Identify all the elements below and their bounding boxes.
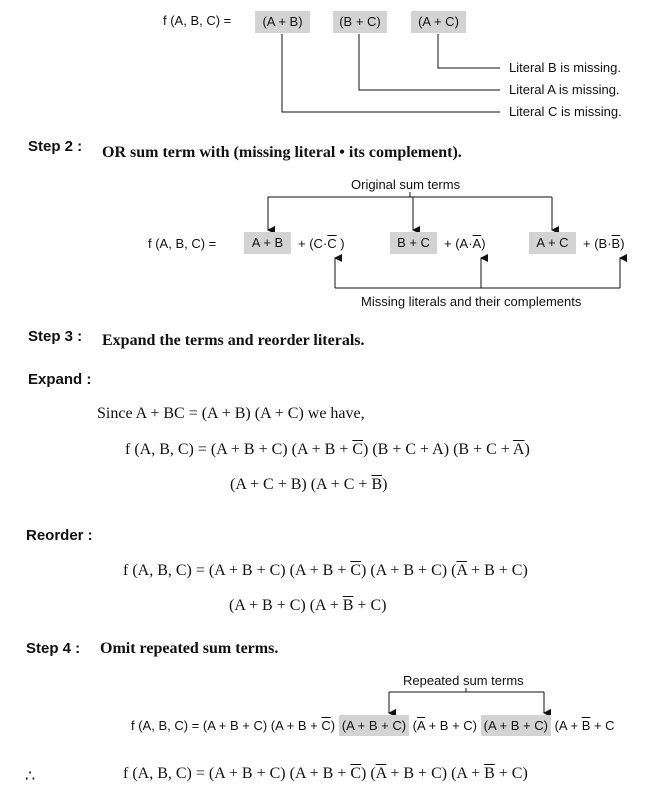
expand-line-1-cbar: $\overline{C}$ xyxy=(352,441,364,458)
fig1-term-bc: (B + C) xyxy=(333,11,387,33)
fig2-comp-a-open: + (A· xyxy=(444,236,473,251)
fig2-term-ab: A + B xyxy=(244,232,291,254)
reorder-line-1 xyxy=(123,562,528,580)
fig2-comp-b-bar: $\overline{B}$ xyxy=(611,236,621,251)
final-abar: $\overline{A}$ xyxy=(375,765,387,782)
fig1-note-c: Literal C is missing. xyxy=(509,104,622,119)
step4-label: Step 4 : xyxy=(26,640,81,657)
final-cbar: $\overline{C}$ xyxy=(350,765,362,782)
fig2-comp-a-bar: $\overline{A}$ xyxy=(472,236,482,251)
fig1-term-ac: (A + C) xyxy=(411,11,466,33)
final-a: f (A, B, C) = (A + B + C) (A + B + xyxy=(123,765,351,782)
step4-text: Omit repeated sum terms. xyxy=(100,640,279,657)
step3-label: Step 3 : xyxy=(28,328,83,345)
final-expression xyxy=(123,765,528,783)
expand-since: Since A + BC = (A + B) (A + C) we have, xyxy=(97,405,365,422)
fig2-bottom-label: Missing literals and their complements xyxy=(361,294,582,309)
fig2-comp-a-close: ) xyxy=(481,236,486,251)
fig3-cbar: $\overline{C}$ xyxy=(321,718,331,733)
reorder-line-1-cbar: $\overline{C}$ xyxy=(350,562,362,579)
fig2-comp-c-open: + (C· xyxy=(298,236,328,251)
expand-line-1 xyxy=(125,441,530,459)
fig3-part-i: + C xyxy=(590,718,615,733)
fig1-note-a: Literal A is missing. xyxy=(509,82,620,97)
fig2-comp-b-close: ) xyxy=(620,236,625,251)
expand-line-1-e: ) xyxy=(524,441,530,458)
fig2-comp-b-open: + (B· xyxy=(583,236,612,251)
reorder-line-1-a: f (A, B, C) = (A + B + C) (A + B + xyxy=(123,562,351,579)
fig3-top-label: Repeated sum terms xyxy=(403,673,524,688)
fig3-part-a: f (A, B, C) = (A + B + C) (A + B + xyxy=(131,718,322,733)
expand-label: Expand : xyxy=(28,371,92,388)
fig2-comp-c xyxy=(298,236,345,251)
reorder-label: Reorder : xyxy=(26,527,93,544)
fig3-part-f: + B + C) xyxy=(424,718,478,733)
expand-line-1-a: f (A, B, C) = (A + B + C) (A + B + xyxy=(125,441,353,458)
reorder-line-2-a: (A + B + C) (A + xyxy=(229,597,343,614)
fig2-comp-c-close: ) xyxy=(340,236,345,251)
expand-line-2-a: (A + C + B) (A + C + xyxy=(230,476,372,493)
fig3-bbar: $\overline{B}$ xyxy=(581,718,591,733)
expand-line-2 xyxy=(230,476,387,494)
expand-line-1-abar: $\overline{A}$ xyxy=(512,441,525,458)
final-bbar: $\overline{B}$ xyxy=(484,765,495,782)
step3-text: Expand the terms and reorder literals. xyxy=(102,332,365,349)
fig2-comp-b xyxy=(583,236,625,251)
final-e: + B + C) (A + xyxy=(386,765,485,782)
fig2-comp-a xyxy=(444,236,486,251)
fig3-expression xyxy=(131,718,615,733)
final-c: ) ( xyxy=(361,765,376,782)
fig1-term-ab: (A + B) xyxy=(255,11,310,33)
fig2-term-bc: B + C xyxy=(390,232,437,254)
expand-line-2-bbar: $\overline{B}$ xyxy=(371,476,383,493)
fig1-lhs: f (A, B, C) = xyxy=(163,13,232,28)
reorder-line-1-abar: $\overline{A}$ xyxy=(456,562,468,579)
fig3-repeated-box-1: (A + B + C) xyxy=(339,715,409,736)
reorder-line-2 xyxy=(229,597,386,615)
fig2-bottom-bracket xyxy=(335,258,620,288)
fig3-abar: $\overline{A}$ xyxy=(417,718,425,733)
fig2-top-bracket xyxy=(268,192,552,230)
fig1-note-b: Literal B is missing. xyxy=(509,60,621,75)
expand-line-2-c: ) xyxy=(382,476,388,493)
fig3-bracket xyxy=(389,688,544,713)
expand-line-1-c: ) (B + C + A) (B + C + xyxy=(363,441,513,458)
fig2-term-ac: A + C xyxy=(529,232,576,254)
step2-label: Step 2 : xyxy=(28,138,83,155)
step2-text: OR sum term with (missing literal • its complement). xyxy=(102,144,462,161)
fig2-lhs: f (A, B, C) = xyxy=(148,236,217,251)
fig2-top-label: Original sum terms xyxy=(351,177,461,192)
fig1-leaders xyxy=(282,34,500,112)
reorder-line-2-bbar: $\overline{B}$ xyxy=(342,597,354,614)
reorder-line-2-c: + C) xyxy=(353,597,387,614)
reorder-line-1-e: + B + C) xyxy=(467,562,528,579)
reorder-line-1-c: ) (A + B + C) ( xyxy=(361,562,457,579)
therefore-symbol: ∴ xyxy=(25,768,36,785)
fig3-repeated-box-2: (A + B + C) xyxy=(481,715,551,736)
fig3-part-c: ) xyxy=(330,718,336,733)
final-g: + C) xyxy=(494,765,528,782)
fig2-comp-c-bar: $\overline{C}$ xyxy=(327,236,337,251)
fig3-part-g: (A + xyxy=(554,718,582,733)
fig3-part-d: ( xyxy=(412,718,418,733)
